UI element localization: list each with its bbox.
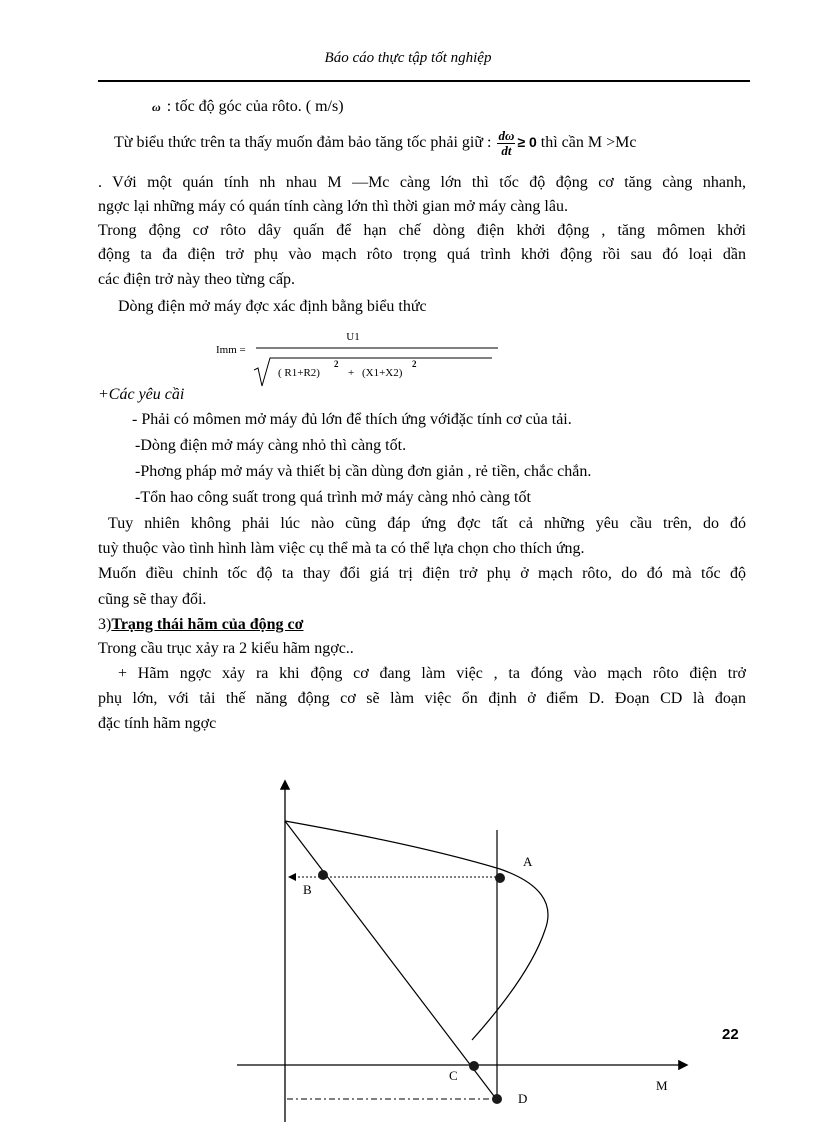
requirement-item: -Phơng pháp mở máy và thiết bị cần dùng đơn giản , rẻ tiền, chắc chắn. bbox=[135, 463, 592, 480]
label-c: C bbox=[449, 1068, 458, 1083]
paragraph-line: Trong động cơ rôto dây quấn để hạn chế dòng điện khởi động , tăng mômen khởi bbox=[98, 222, 746, 239]
paragraph-line: động ta đa điện trở phụ vào mạch rôto trọng quá trình khởi động rồi sau đó loại dần bbox=[98, 246, 746, 263]
point-c bbox=[469, 1061, 479, 1071]
paragraph-line: + Hãm ngợc xảy ra khi động cơ đang làm việc , ta đóng vào mạch rôto điện trở bbox=[118, 665, 746, 682]
point-a bbox=[495, 873, 505, 883]
point-d bbox=[492, 1094, 502, 1104]
paragraph-line: các điện trở này theo từng cấp. bbox=[98, 271, 296, 288]
paragraph-line: ngợc lại những máy có quán tính càng lớn thì thời gian mở máy càng lâu. bbox=[98, 198, 568, 215]
paragraph-line: tuỳ thuộc vào tình hình làm việc cụ thể mà ta có thể lựa chọn cho thích ứng. bbox=[98, 540, 585, 557]
inequality: ≥ 0 bbox=[517, 134, 537, 150]
formula-lhs: Imm = bbox=[216, 344, 246, 356]
paragraph-line: Tuy nhiên không phải lúc nào cũng đáp ứng đợc tất cả những yêu cầu trên, do đó bbox=[108, 515, 746, 532]
section-number: 3) bbox=[98, 616, 112, 633]
formula-numerator: U1 bbox=[346, 331, 360, 343]
rheostat-characteristic-line bbox=[285, 821, 497, 1100]
natural-characteristic-curve bbox=[285, 821, 548, 1040]
requirement-item: -Tổn hao công suất trong quá trình mở máy càng nhỏ càng tốt bbox=[135, 489, 531, 506]
label-m: M bbox=[656, 1078, 668, 1093]
formula-exp1: 2 bbox=[334, 359, 339, 369]
requirement-item: -Dòng điện mở máy càng nhỏ thì càng tốt. bbox=[135, 437, 407, 454]
requirement-item: - Phải có mômen mở máy đủ lớn để thích ứng vớiđặc tính cơ của tải. bbox=[132, 411, 572, 428]
formula-plus: + bbox=[348, 367, 355, 379]
label-a: A bbox=[523, 854, 533, 869]
section-title: Trạng thái hãm của động cơ bbox=[111, 616, 304, 633]
condition-text-pre: Từ biểu thức trên ta thấy muốn đảm bảo tăng tốc phải giữ : bbox=[114, 134, 492, 151]
paragraph-line: Trong cầu trục xảy ra 2 kiểu hãm ngợc.. bbox=[98, 640, 354, 657]
formula-term2: (X1+X2) bbox=[362, 367, 403, 379]
header-title: Báo cáo thực tập tốt nghiệp bbox=[324, 50, 492, 66]
requirements-title: +Các yêu cầi bbox=[98, 386, 185, 403]
fraction-numerator: dω bbox=[498, 127, 515, 143]
paragraph-line: . Với một quán tính nh nhau M —Mc càng lớn thì tốc độ động cơ tăng càng nhanh, bbox=[98, 174, 746, 191]
omega-icon: ω bbox=[152, 100, 161, 114]
condition-text-post: thì cần M >Mc bbox=[540, 134, 637, 151]
paragraph-line: phụ lớn, với tải thế năng động cơ sẽ làm việc ổn định ở điểm D. Đoạn CD là đoạn bbox=[98, 690, 746, 707]
formula-exp2: 2 bbox=[412, 359, 417, 369]
point-b bbox=[318, 870, 328, 880]
omega-definition-text: : tốc độ góc của rôto. ( m/s) bbox=[166, 98, 344, 115]
label-b: B bbox=[303, 882, 312, 897]
label-d: D bbox=[518, 1091, 528, 1106]
formula-term1: ( R1+R2) bbox=[278, 367, 320, 379]
paragraph-line: Dòng điện mở máy đợc xác định bằng biểu thức bbox=[118, 298, 427, 315]
paragraph-line: cũng sẽ thay đổi. bbox=[98, 591, 207, 608]
fraction-denominator: dt bbox=[501, 142, 512, 158]
paragraph-line: Muốn điều chỉnh tốc độ ta thay đổi giá trị điện trở phụ ở mạch rôto, do đó mà tốc độ bbox=[98, 565, 746, 582]
paragraph-line: đặc tính hãm ngợc bbox=[98, 715, 217, 732]
page-number: 22 bbox=[722, 1026, 739, 1043]
